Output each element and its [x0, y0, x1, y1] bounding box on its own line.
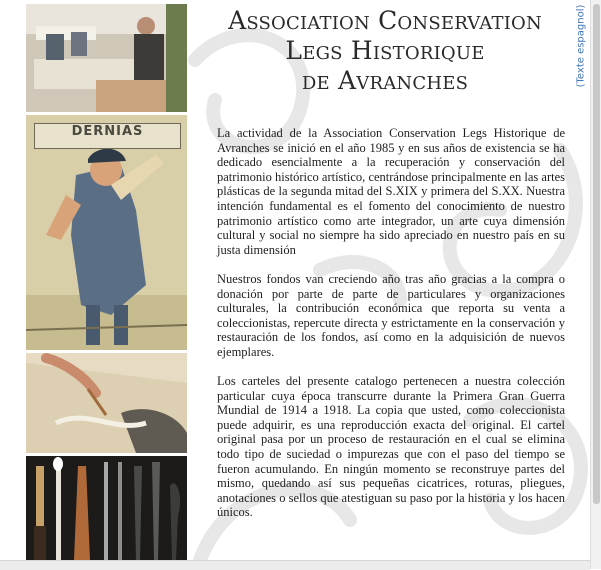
paragraph-funds: Nuestros fondos van creciendo año tras año gracias a la compra o donación por parte de parte de particulares y organizaciones culturales, la contribución económica que reporta su venta a coleccionistas, repercute directa y estrictamente en la conservación y restauración de los fondos, así como en la adquisición de nuevos ejemplares.: [217, 271, 565, 359]
language-note-text: (Texte espagnol): [575, 4, 587, 88]
war-poster-image: [26, 115, 187, 350]
vertical-scrollbar[interactable]: [590, 0, 601, 569]
restoration-workshop-photo: [26, 4, 187, 112]
paragraph-intro: La actividad de la Association Conservation Legs Historique de Avranches se inició en el año 1985 y en sus años de existencia se ha dedicado esencialmente a la recuperación y conservación del patrimonio histórico artístico, centrándose principalmente en las artes plásticas de la segunda mitad del S.XIX y primera del S.XX. Nuestra intención fundamental es el fomento del conocimiento de nuestro patrimonio artístico como arte integrador, un arte cuya dimensión cultural y social no siempre ha sido apreciado en nuestro país en su justa dimensión: [217, 126, 565, 257]
title-line-2: Legs Historique: [285, 36, 485, 65]
paragraph-posters: Los carteles del presente catalogo pertenecen a nuestra colección particular cuya época transcurre durante la Primera Gran Guerra Mundial de 1914 a 1918. La copia que usted, como coleccionista puede adquirir, es una reproducción exacta del original. El cartel original pasa por un proceso de restauración en el cual se elimina todo tipo de suciedad o impurezas que con el paso del tiempo se fueron acumulando. En ningún momento se reconstruye partes del mismo, quedando así sus pequeñas cicatrices, roturas, pliegues, anotaciones o sellos que atestiguan su paso por la historia y los hacen únicos.: [217, 374, 565, 520]
title-line-3: de Avranches: [301, 66, 469, 95]
page-title: [205, 6, 565, 96]
language-note: [572, 0, 590, 92]
title-line-1: Association Conservation: [228, 6, 542, 35]
poster-banner-text: DERNIAS: [34, 123, 181, 149]
restoration-tools-photo: [26, 456, 187, 560]
brush-restoration-photo: [26, 353, 187, 453]
body-text: [217, 126, 565, 535]
scrollbar-thumb[interactable]: [593, 4, 600, 504]
